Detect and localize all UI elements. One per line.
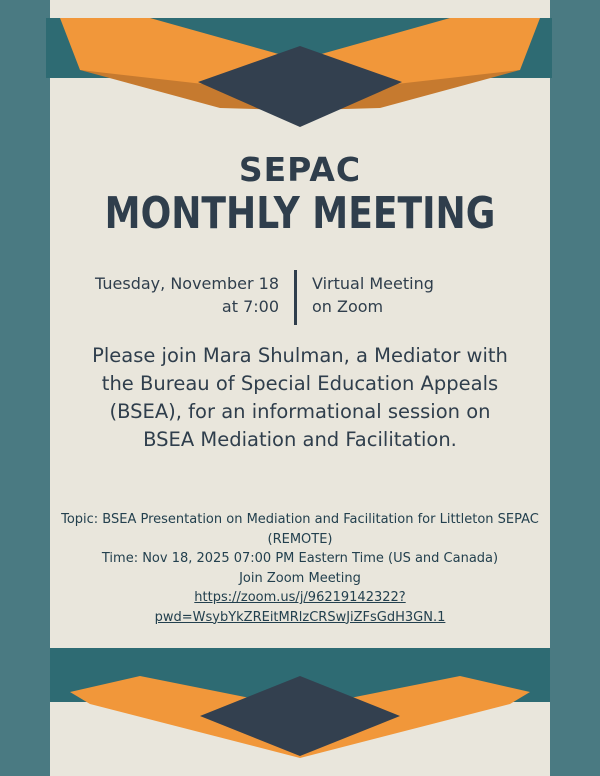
top-chevron-decoration <box>0 0 600 130</box>
bottom-chevron-decoration <box>0 646 600 776</box>
title-monthly-meeting: MONTHLY MEETING <box>104 188 496 239</box>
zoom-link-line-1[interactable]: https://zoom.us/j/96219142322? <box>194 590 406 605</box>
location-line-1: Virtual Meeting <box>312 274 434 293</box>
meeting-date-time <box>39 272 279 318</box>
vertical-divider <box>294 270 297 325</box>
meeting-location <box>312 272 512 318</box>
meeting-date: Tuesday, November 18 <box>95 274 279 293</box>
join-label: Join Zoom Meeting <box>239 570 361 586</box>
topic-text: Topic: BSEA Presentation on Mediation and Facilitation for Littleton SEPAC (REMOTE) <box>61 512 539 547</box>
zoom-link-line-2[interactable]: pwd=WsybYkZREitMRlzCRSwJiZFsGdH3GN.1 <box>154 609 446 625</box>
meeting-time: at 7:00 <box>221 297 279 316</box>
zoom-link[interactable] <box>52 588 548 627</box>
zoom-details <box>52 510 548 627</box>
title-sepac: SEPAC <box>238 150 362 189</box>
time-text: Time: Nov 18, 2025 07:00 PM Eastern Time (US and Canada) <box>101 551 499 566</box>
intro-paragraph: Please join Mara Shulman, a Mediator with the Bureau of Special Education Appeals (BSEA), for an informational session on BSEA Mediation and Facilitation. <box>92 344 508 451</box>
location-line-2: on Zoom <box>312 297 384 316</box>
